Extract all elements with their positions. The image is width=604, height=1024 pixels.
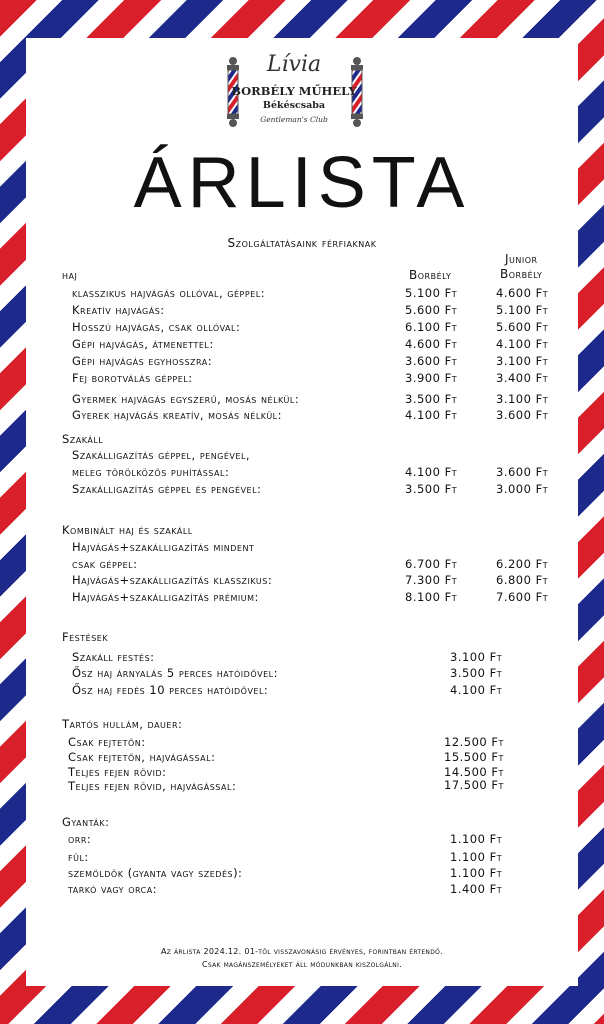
price-borbely: 4.600 Ft — [405, 337, 458, 351]
price-junior: 6.800 Ft — [496, 573, 549, 587]
price-borbely: 3.500 Ft — [405, 482, 458, 496]
price-junior: 5.100 Ft — [496, 303, 549, 317]
price-label: Hosszú hajvágás, csak ollóval: — [72, 320, 241, 334]
price-borbely: 4.100 Ft — [405, 408, 458, 422]
price-junior: 7.600 Ft — [496, 590, 549, 604]
price-value: 1.100 Ft — [450, 832, 503, 846]
price-junior: 4.100 Ft — [496, 337, 549, 351]
footer-note: Csak magánszemélyeket áll módunkban kiszolgálni. — [201, 960, 403, 969]
price-label: csak géppel: — [72, 557, 138, 571]
price-label: Hajvágás+szakálligazítás klasszikus: — [72, 573, 273, 587]
brand-logo — [218, 50, 370, 134]
price-junior: 5.600 Ft — [496, 320, 549, 334]
price-borbely: 3.900 Ft — [405, 371, 458, 385]
price-junior: 4.600 Ft — [496, 286, 549, 300]
price-label: Szakáll festés: — [72, 650, 155, 664]
price-label: Szakálligazítás géppel, pengével, — [72, 448, 251, 462]
price-borbely: 3.600 Ft — [405, 354, 458, 368]
price-label: klasszikus hajvágás ollóval, géppel: — [72, 286, 266, 300]
section-heading-tartos: Tartós hullám, dauer: — [62, 717, 183, 731]
price-junior: 3.000 Ft — [496, 482, 549, 496]
price-label: fül: — [68, 850, 89, 864]
price-borbely: 5.100 Ft — [405, 286, 458, 300]
price-value: 3.100 Ft — [450, 650, 503, 664]
price-value: 17.500 Ft — [444, 778, 504, 792]
price-label: Fej borotválás géppel: — [72, 371, 193, 385]
price-junior: 3.100 Ft — [496, 392, 549, 406]
price-label: Ősz haj árnyalás 5 perces hatóidővel: — [72, 666, 278, 680]
price-label: Gépi hajvágás egyhosszra: — [72, 354, 213, 368]
subtitle: Szolgáltatásaink férfiaknak — [227, 236, 377, 250]
price-borbely: 4.100 Ft — [405, 465, 458, 479]
brand-script: Lívia — [266, 52, 322, 77]
price-value: 4.100 Ft — [450, 683, 503, 697]
price-borbely: 6.100 Ft — [405, 320, 458, 334]
price-label: Teljes fejen rövid, hajvágással: — [68, 779, 237, 793]
price-label: Hajvágás+szakálligazítás prémium: — [72, 590, 259, 604]
brand-city: Békéscsaba — [262, 100, 326, 111]
price-junior: 6.200 Ft — [496, 557, 549, 571]
price-value: 1.400 Ft — [450, 882, 503, 896]
price-label: Gyerek hajvágás kreatív, mosás nélkül: — [72, 408, 283, 422]
price-borbely: 5.600 Ft — [405, 303, 458, 317]
section-heading-haj: haj — [62, 268, 78, 282]
price-borbely: 6.700 Ft — [405, 557, 458, 571]
column-header-junior: Junior — [505, 252, 538, 266]
price-label: Csak fejtetőn: — [68, 735, 146, 749]
price-borbely: 8.100 Ft — [405, 590, 458, 604]
price-label: Teljes fejen rövid: — [68, 765, 167, 779]
price-junior: 3.100 Ft — [496, 354, 549, 368]
price-label: tarkó vagy orca: — [68, 882, 158, 896]
price-label: Csak fejtetőn, hajvágással: — [68, 750, 216, 764]
section-heading-szakall: Szakáll — [62, 432, 104, 446]
column-header-borbely: Borbély — [409, 268, 452, 282]
price-value: 15.500 Ft — [444, 750, 504, 764]
price-junior: 3.600 Ft — [496, 408, 549, 422]
price-label: Gépi hajvágás, átmenettel: — [72, 337, 214, 351]
brand-club: Gentleman's Club — [260, 115, 328, 124]
price-label: orr: — [68, 832, 92, 846]
price-label: Szakálligazítás géppel és pengével: — [72, 482, 262, 496]
page-title: ÁRLISTA — [133, 143, 471, 223]
price-label: Gyermek hajvágás egyszerű, mosás nélkül: — [72, 392, 300, 406]
brand-name: BORBÉLY MŰHELY — [231, 84, 357, 98]
price-value: 1.100 Ft — [450, 850, 503, 864]
price-label: Kreatív hajvágás: — [72, 303, 165, 317]
section-heading-gyantak: Gyanták: — [62, 815, 110, 829]
price-junior: 3.400 Ft — [496, 371, 549, 385]
price-borbely: 3.500 Ft — [405, 392, 458, 406]
section-heading-kombi: Kombinált haj és szakáll — [62, 523, 193, 537]
price-value: 3.500 Ft — [450, 666, 503, 680]
price-junior: 3.600 Ft — [496, 465, 549, 479]
footer-validity: Az árlista 2024.12. 01-től visszavonásig érvényes, forintban értendő. — [160, 947, 444, 956]
price-label: Ősz haj fedés 10 perces hatóidővel: — [72, 683, 269, 697]
price-label: Hajvágás+szakálligazítás mindent — [72, 540, 255, 554]
column-header-junior-borbely: Borbély — [500, 267, 543, 281]
price-label: szemöldök (gyanta vagy szedés): — [68, 866, 243, 880]
price-label: meleg törölközős puhítással: — [72, 465, 230, 479]
section-heading-festesek: Festések — [62, 630, 109, 644]
price-borbely: 7.300 Ft — [405, 573, 458, 587]
price-value: 12.500 Ft — [444, 735, 504, 749]
price-value: 14.500 Ft — [444, 765, 504, 779]
price-value: 1.100 Ft — [450, 866, 503, 880]
